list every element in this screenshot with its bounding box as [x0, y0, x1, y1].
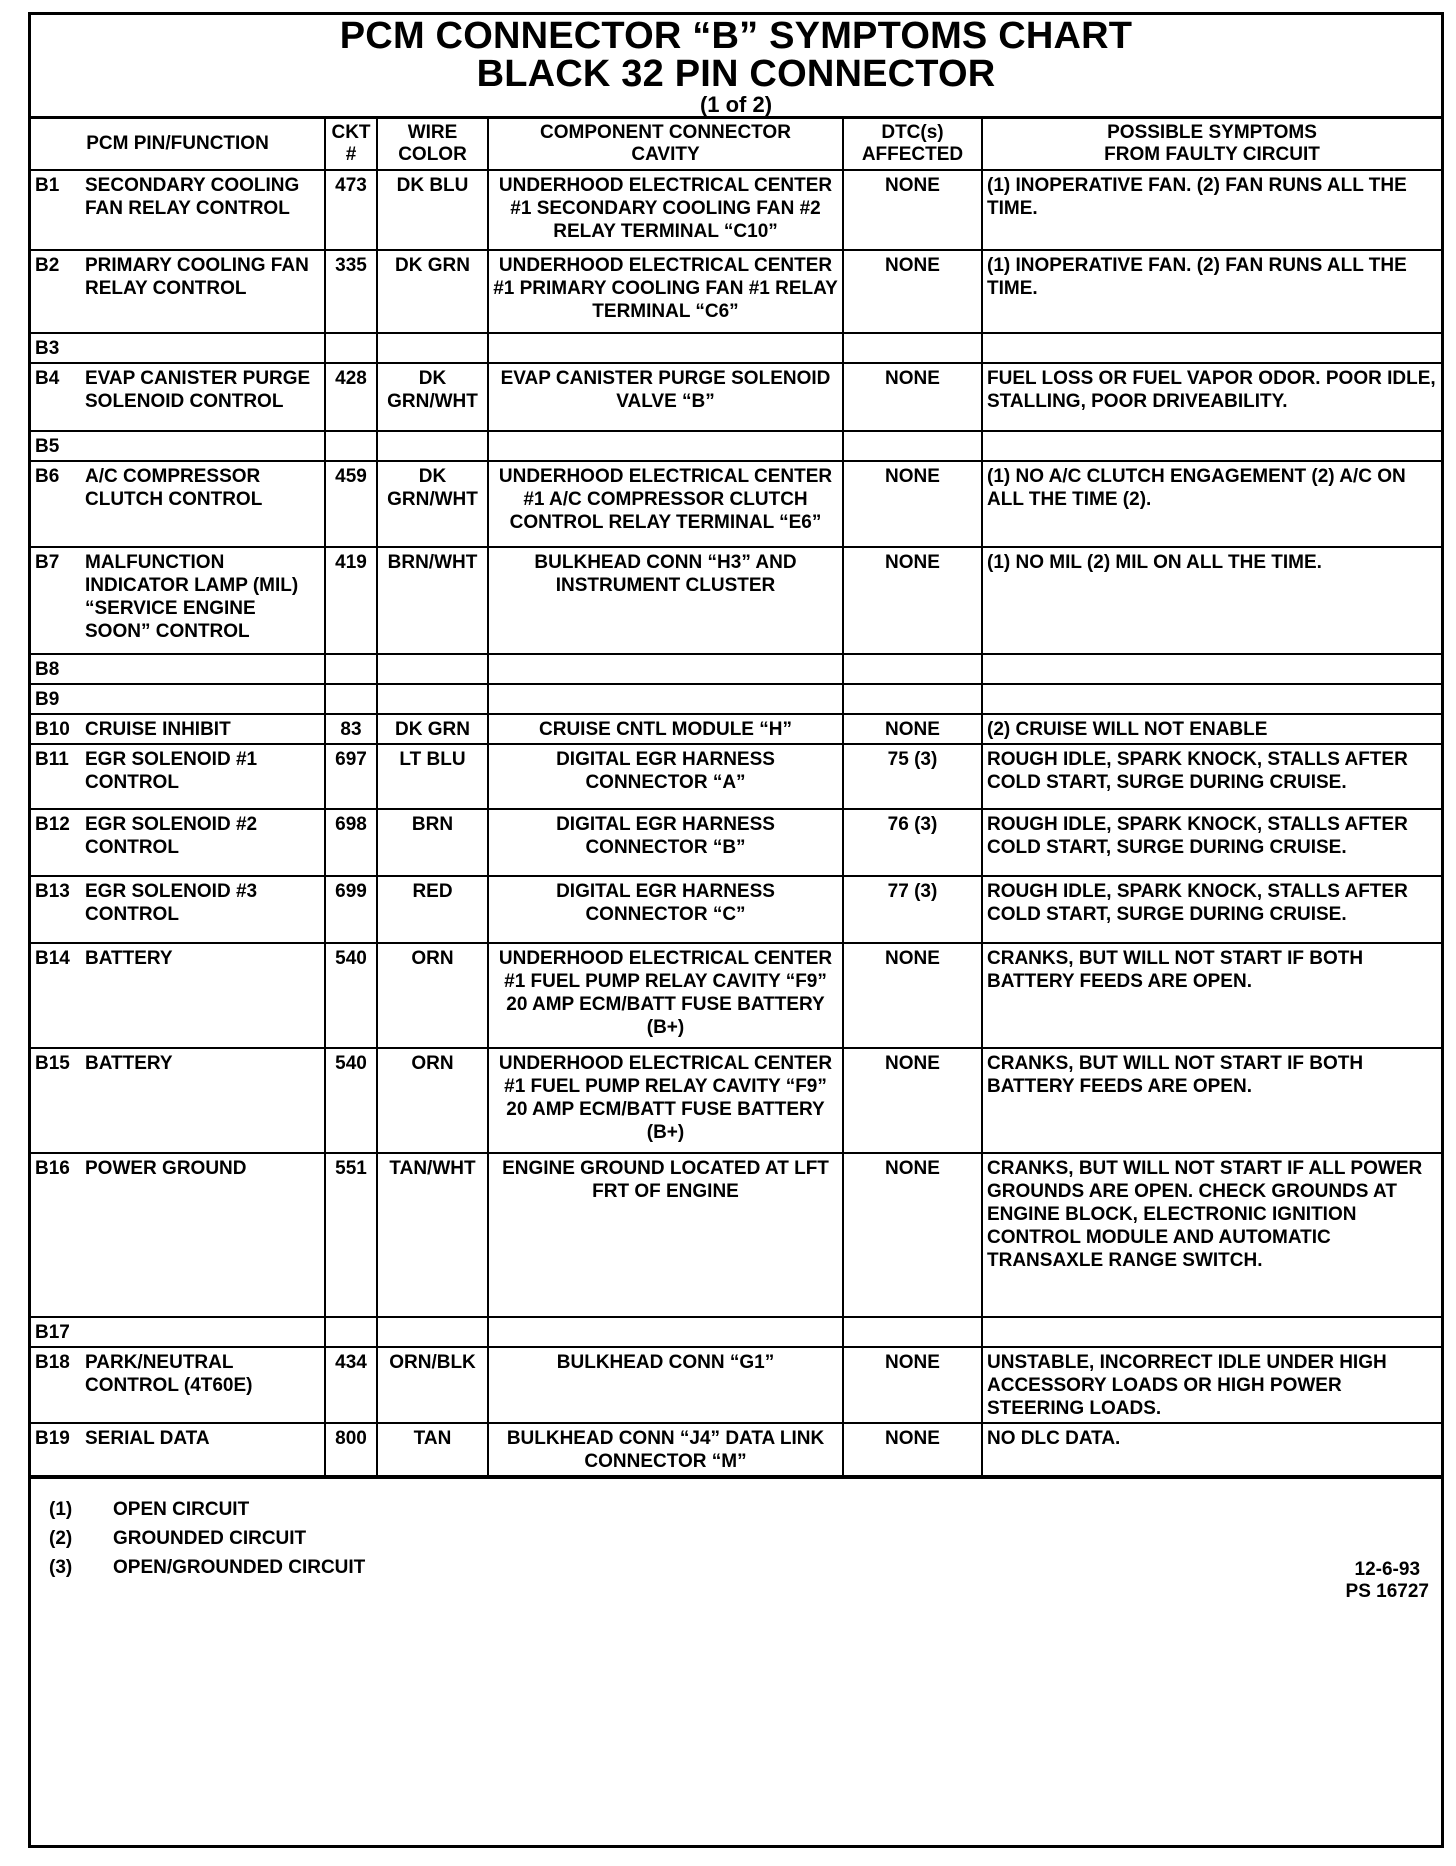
component-cavity-cell: DIGITAL EGR HARNESS CONNECTOR “C”	[488, 876, 843, 943]
pin-function: SECONDARY COOLING FAN RELAY CONTROL	[85, 175, 300, 219]
pin-function: POWER GROUND	[85, 1158, 247, 1179]
footer	[31, 1477, 1441, 1619]
symptoms-cell: ROUGH IDLE, SPARK KNOCK, STALLS AFTER COLD START, SURGE DURING CRUISE.	[982, 744, 1441, 809]
pin-id: B6	[35, 466, 60, 487]
wire-color-cell	[377, 431, 488, 461]
pin-function: A/C COMPRESSOR CLUTCH CONTROL	[85, 466, 263, 510]
pin-id: B19	[35, 1428, 70, 1449]
legend-text: OPEN CIRCUIT	[113, 1499, 250, 1520]
pin-function: BATTERY	[85, 1053, 173, 1074]
dtc-cell: 77 (3)	[843, 876, 982, 943]
pin-id: B13	[35, 881, 70, 902]
pin-id: B8	[35, 659, 60, 680]
ckt-cell: 419	[325, 547, 377, 654]
component-cavity-cell	[488, 1317, 843, 1347]
dtc-cell	[843, 684, 982, 714]
table-row	[31, 876, 1441, 943]
ckt-cell	[325, 431, 377, 461]
pin-id: B17	[35, 1322, 70, 1343]
chart-title-connector: BLACK 32 PIN CONNECTOR	[476, 53, 996, 95]
pin-function-cell	[31, 684, 325, 714]
table-row	[31, 714, 1441, 744]
wire-color-cell: BRN	[377, 809, 488, 876]
legend-key: (2)	[49, 1528, 73, 1549]
dtc-cell: NONE	[843, 1423, 982, 1476]
dtc-cell: NONE	[843, 1153, 982, 1317]
table-row	[31, 809, 1441, 876]
component-cavity-cell: EVAP CANISTER PURGE SOLENOID VALVE “B”	[488, 363, 843, 431]
component-cavity-cell: BULKHEAD CONN “H3” AND INSTRUMENT CLUSTER	[488, 547, 843, 654]
symptoms-cell: UNSTABLE, INCORRECT IDLE UNDER HIGH ACCESSORY LOADS OR HIGH POWER STEERING LOADS.	[982, 1347, 1441, 1423]
symptoms-cell: (1) INOPERATIVE FAN. (2) FAN RUNS ALL THE TIME.	[982, 250, 1441, 333]
pin-function-cell	[31, 1048, 325, 1153]
wire-color-cell	[377, 333, 488, 363]
pin-function-cell	[31, 809, 325, 876]
pin-id: B9	[35, 689, 60, 710]
ckt-cell: 698	[325, 809, 377, 876]
table-row	[31, 333, 1441, 363]
wire-color-cell	[377, 1317, 488, 1347]
component-cavity-cell	[488, 431, 843, 461]
dtc-cell: NONE	[843, 1048, 982, 1153]
table-header-row	[31, 119, 1441, 170]
component-cavity-cell: DIGITAL EGR HARNESS CONNECTOR “A”	[488, 744, 843, 809]
table-row	[31, 170, 1441, 250]
symptoms-cell: (1) NO A/C CLUTCH ENGAGEMENT (2) A/C ON ALL THE TIME (2).	[982, 461, 1441, 547]
chart-page-indicator: (1 of 2)	[699, 92, 773, 117]
pin-function	[85, 658, 320, 681]
component-cavity-cell: UNDERHOOD ELECTRICAL CENTER #1 PRIMARY COOLING FAN #1 RELAY TERMINAL “C6”	[488, 250, 843, 333]
pin-function: PRIMARY COOLING FAN RELAY CONTROL	[85, 255, 309, 299]
pin-function: SERIAL DATA	[85, 1428, 210, 1449]
symptoms-cell: NO DLC DATA.	[982, 1423, 1441, 1476]
dtc-cell	[843, 333, 982, 363]
pin-function: EGR SOLENOID #3 CONTROL	[85, 881, 258, 925]
pin-function-cell	[31, 654, 325, 684]
ckt-cell	[325, 684, 377, 714]
ckt-cell	[325, 654, 377, 684]
pin-function: CRUISE INHIBIT	[85, 719, 231, 740]
dtc-cell: NONE	[843, 461, 982, 547]
wire-color-cell	[377, 684, 488, 714]
symptoms-cell: CRANKS, BUT WILL NOT START IF ALL POWER GROUNDS ARE OPEN. CHECK GROUNDS AT ENGINE BLOCK, ELECTRONIC IGNITION CONTROL MODULE AND AUTOMATIC TRANSAXLE RANGE SWITCH.	[982, 1153, 1441, 1317]
pin-function-cell	[31, 461, 325, 547]
pin-function-cell	[31, 1153, 325, 1317]
symptoms-cell	[982, 333, 1441, 363]
pin-function: BATTERY	[85, 948, 173, 969]
symptoms-cell: ROUGH IDLE, SPARK KNOCK, STALLS AFTER COLD START, SURGE DURING CRUISE.	[982, 809, 1441, 876]
col-header-dtc: DTC(s) AFFECTED	[843, 119, 982, 170]
pin-function: PARK/NEUTRAL CONTROL (4T60E)	[85, 1352, 253, 1396]
legend-item	[49, 1524, 365, 1553]
ckt-cell	[325, 333, 377, 363]
dtc-cell: NONE	[843, 1347, 982, 1423]
pin-function: EGR SOLENOID #2 CONTROL	[85, 814, 258, 858]
pin-id: B10	[35, 719, 70, 740]
pin-function-cell	[31, 1423, 325, 1476]
ckt-cell: 699	[325, 876, 377, 943]
ckt-cell: 540	[325, 1048, 377, 1153]
legend-key: (3)	[49, 1557, 73, 1578]
dtc-cell: NONE	[843, 714, 982, 744]
pin-id: B2	[35, 255, 60, 276]
legend-item	[49, 1495, 365, 1524]
legend-text: GROUNDED CIRCUIT	[113, 1528, 307, 1549]
wire-color-cell: TAN/WHT	[377, 1153, 488, 1317]
symptoms-table	[31, 119, 1441, 1477]
wire-color-cell	[377, 654, 488, 684]
pin-function: MALFUNCTION INDICATOR LAMP (MIL) “SERVICE ENGINE SOON” CONTROL	[85, 552, 299, 642]
wire-color-cell: DK GRN/WHT	[377, 363, 488, 431]
pin-function-cell	[31, 333, 325, 363]
pin-function-cell	[31, 250, 325, 333]
table-row	[31, 431, 1441, 461]
wire-color-cell: TAN	[377, 1423, 488, 1476]
pin-id: B11	[35, 749, 69, 770]
dtc-cell	[843, 431, 982, 461]
ckt-cell: 473	[325, 170, 377, 250]
col-header-wire-color: WIRE COLOR	[377, 119, 488, 170]
pin-id: B16	[35, 1158, 70, 1179]
pin-id: B1	[35, 175, 60, 196]
dtc-cell: 75 (3)	[843, 744, 982, 809]
pin-function-cell	[31, 744, 325, 809]
table-row	[31, 684, 1441, 714]
component-cavity-cell: UNDERHOOD ELECTRICAL CENTER #1 FUEL PUMP RELAY CAVITY “F9” 20 AMP ECM/BATT FUSE BATTERY (B+)	[488, 943, 843, 1048]
table-row	[31, 654, 1441, 684]
symptoms-cell	[982, 654, 1441, 684]
wire-color-cell: BRN/WHT	[377, 547, 488, 654]
pin-function-cell	[31, 876, 325, 943]
dtc-cell	[843, 1317, 982, 1347]
ckt-cell: 540	[325, 943, 377, 1048]
table-body	[31, 170, 1441, 1476]
doc-code: PS 16727	[1345, 1581, 1429, 1602]
component-cavity-cell: CRUISE CNTL MODULE “H”	[488, 714, 843, 744]
pin-function-cell	[31, 170, 325, 250]
ckt-cell: 697	[325, 744, 377, 809]
component-cavity-cell: UNDERHOOD ELECTRICAL CENTER #1 FUEL PUMP RELAY CAVITY “F9” 20 AMP ECM/BATT FUSE BATTERY (B+)	[488, 1048, 843, 1153]
chart-title: PCM CONNECTOR “B” SYMPTOMS CHART	[339, 15, 1133, 57]
wire-color-cell: ORN/BLK	[377, 1347, 488, 1423]
table-row	[31, 1153, 1441, 1317]
ckt-cell	[325, 1317, 377, 1347]
component-cavity-cell: BULKHEAD CONN “G1”	[488, 1347, 843, 1423]
wire-color-cell: RED	[377, 876, 488, 943]
legend-notes	[49, 1495, 365, 1582]
wire-color-cell: DK BLU	[377, 170, 488, 250]
wire-color-cell: ORN	[377, 943, 488, 1048]
wire-color-cell: LT BLU	[377, 744, 488, 809]
dtc-cell: NONE	[843, 943, 982, 1048]
dtc-cell: NONE	[843, 170, 982, 250]
dtc-cell: 76 (3)	[843, 809, 982, 876]
component-cavity-cell: UNDERHOOD ELECTRICAL CENTER #1 A/C COMPRESSOR CLUTCH CONTROL RELAY TERMINAL “E6”	[488, 461, 843, 547]
pin-id: B7	[35, 552, 60, 573]
table-row	[31, 1347, 1441, 1423]
ckt-cell: 83	[325, 714, 377, 744]
col-header-component-cavity: COMPONENT CONNECTOR CAVITY	[488, 119, 843, 170]
ckt-cell: 434	[325, 1347, 377, 1423]
legend-item	[49, 1553, 365, 1582]
legend-key: (1)	[49, 1499, 73, 1520]
col-header-symptoms: POSSIBLE SYMPTOMS FROM FAULTY CIRCUIT	[982, 119, 1441, 170]
pin-function-cell	[31, 1317, 325, 1347]
pin-function-cell	[31, 431, 325, 461]
ckt-cell: 459	[325, 461, 377, 547]
dtc-cell	[843, 654, 982, 684]
symptoms-cell: (1) INOPERATIVE FAN. (2) FAN RUNS ALL THE TIME.	[982, 170, 1441, 250]
document-reference	[1346, 1559, 1429, 1603]
pin-function	[85, 435, 320, 458]
pin-id: B4	[35, 368, 60, 389]
ckt-cell: 428	[325, 363, 377, 431]
table-row	[31, 363, 1441, 431]
pin-function	[85, 1321, 320, 1344]
symptoms-cell: ROUGH IDLE, SPARK KNOCK, STALLS AFTER COLD START, SURGE DURING CRUISE.	[982, 876, 1441, 943]
ckt-cell: 551	[325, 1153, 377, 1317]
col-header-ckt: CKT #	[325, 119, 377, 170]
pin-function-cell	[31, 363, 325, 431]
symptoms-cell: FUEL LOSS OR FUEL VAPOR ODOR. POOR IDLE, STALLING, POOR DRIVEABILITY.	[982, 363, 1441, 431]
pin-function	[85, 688, 320, 711]
pin-id: B18	[35, 1352, 70, 1373]
symptoms-cell	[982, 684, 1441, 714]
wire-color-cell: DK GRN/WHT	[377, 461, 488, 547]
pin-id: B12	[35, 814, 70, 835]
table-row	[31, 250, 1441, 333]
wire-color-cell: DK GRN	[377, 250, 488, 333]
pin-function-cell	[31, 1347, 325, 1423]
component-cavity-cell	[488, 654, 843, 684]
wire-color-cell: ORN	[377, 1048, 488, 1153]
table-row	[31, 943, 1441, 1048]
dtc-cell: NONE	[843, 363, 982, 431]
pin-function-cell	[31, 547, 325, 654]
symptoms-cell: CRANKS, BUT WILL NOT START IF BOTH BATTERY FEEDS ARE OPEN.	[982, 1048, 1441, 1153]
pin-function: EGR SOLENOID #1 CONTROL	[85, 749, 258, 793]
ckt-cell: 800	[325, 1423, 377, 1476]
legend-text: OPEN/GROUNDED CIRCUIT	[113, 1557, 366, 1578]
table-row	[31, 1048, 1441, 1153]
pin-function	[85, 337, 320, 360]
table-row	[31, 1423, 1441, 1476]
pin-function-cell	[31, 943, 325, 1048]
component-cavity-cell	[488, 684, 843, 714]
pin-function: EVAP CANISTER PURGE SOLENOID CONTROL	[85, 368, 311, 412]
pin-id: B5	[35, 436, 60, 457]
dtc-cell: NONE	[843, 547, 982, 654]
col-header-pin-function: PCM PIN/FUNCTION	[31, 119, 325, 170]
symptoms-cell	[982, 431, 1441, 461]
table-row	[31, 461, 1441, 547]
table-row	[31, 1317, 1441, 1347]
ckt-cell: 335	[325, 250, 377, 333]
component-cavity-cell	[488, 333, 843, 363]
component-cavity-cell: DIGITAL EGR HARNESS CONNECTOR “B”	[488, 809, 843, 876]
component-cavity-cell: ENGINE GROUND LOCATED AT LFT FRT OF ENGINE	[488, 1153, 843, 1317]
symptoms-cell: (1) NO MIL (2) MIL ON ALL THE TIME.	[982, 547, 1441, 654]
pin-id: B14	[35, 948, 70, 969]
symptoms-chart-page	[28, 12, 1444, 1848]
table-row	[31, 744, 1441, 809]
symptoms-cell	[982, 1317, 1441, 1347]
doc-date: 12-6-93	[1354, 1559, 1421, 1580]
pin-id: B15	[35, 1053, 70, 1074]
pin-function-cell	[31, 714, 325, 744]
dtc-cell: NONE	[843, 250, 982, 333]
pin-id: B3	[35, 338, 60, 359]
wire-color-cell: DK GRN	[377, 714, 488, 744]
table-row	[31, 547, 1441, 654]
title-block	[31, 15, 1441, 119]
component-cavity-cell: UNDERHOOD ELECTRICAL CENTER #1 SECONDARY COOLING FAN #2 RELAY TERMINAL “C10”	[488, 170, 843, 250]
component-cavity-cell: BULKHEAD CONN “J4” DATA LINK CONNECTOR “M”	[488, 1423, 843, 1476]
symptoms-cell: (2) CRUISE WILL NOT ENABLE	[982, 714, 1441, 744]
symptoms-cell: CRANKS, BUT WILL NOT START IF BOTH BATTERY FEEDS ARE OPEN.	[982, 943, 1441, 1048]
